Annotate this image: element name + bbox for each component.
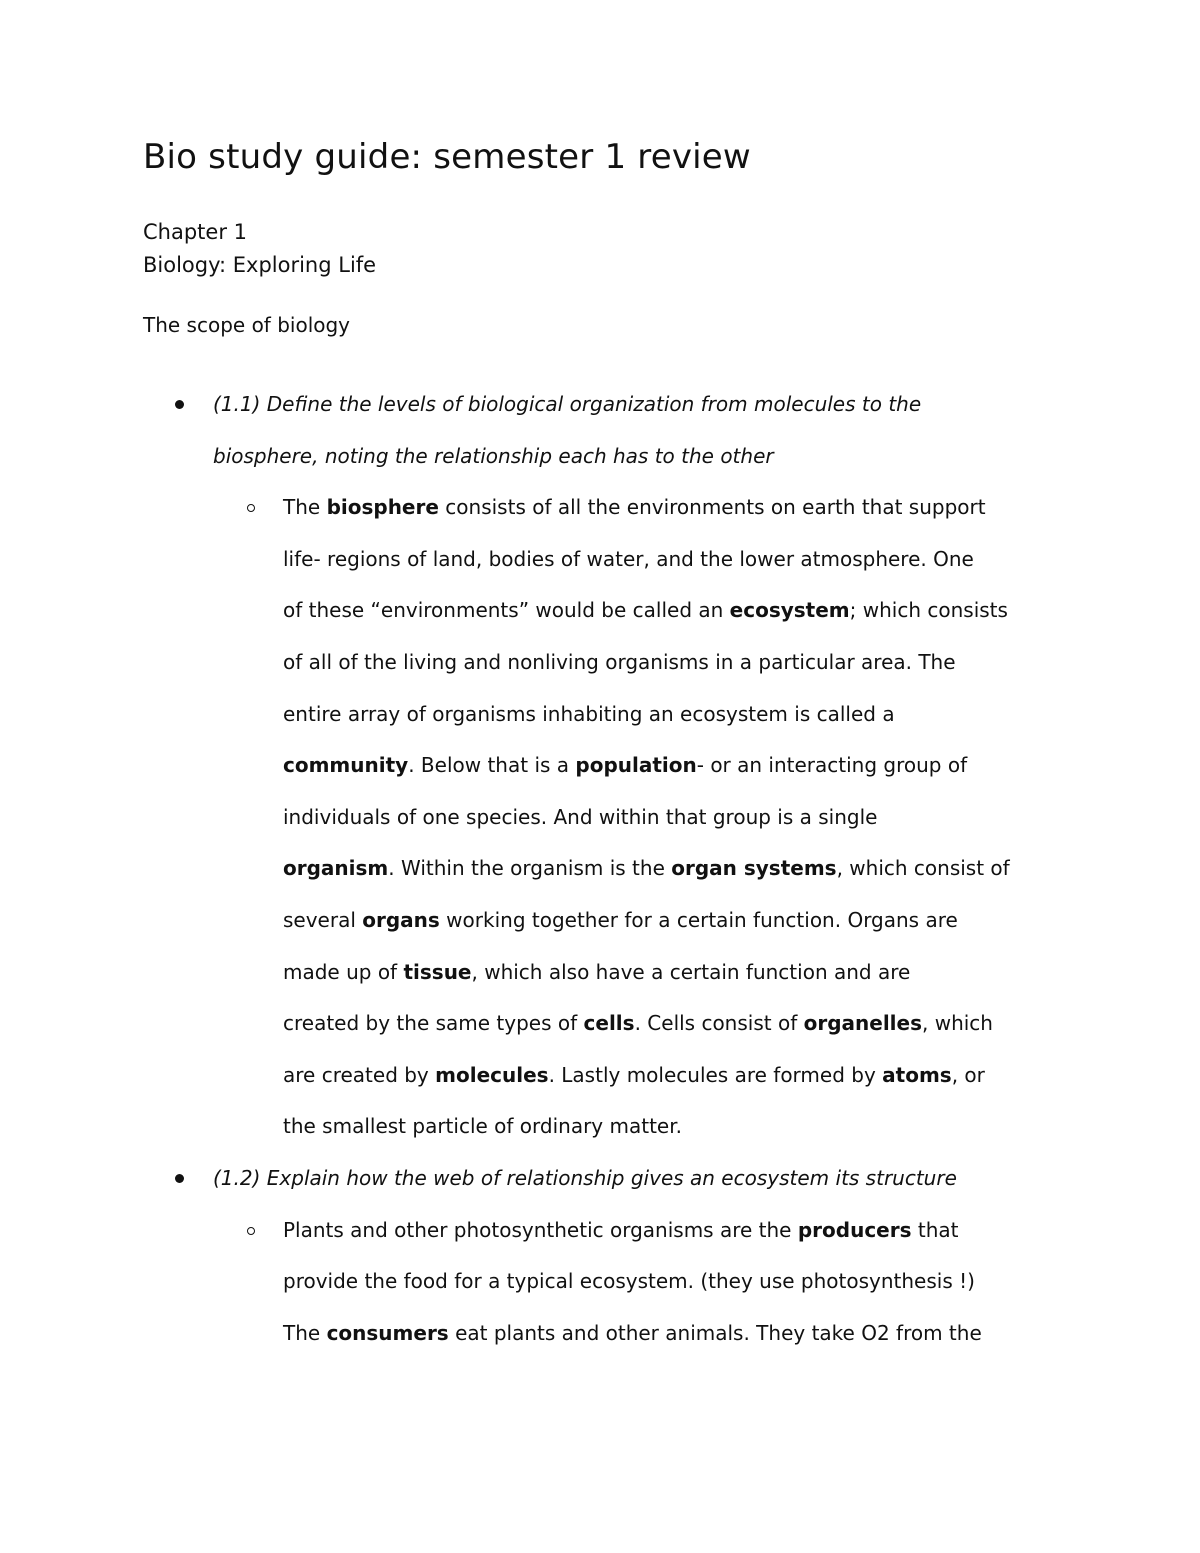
key-term: organelles <box>803 1011 922 1036</box>
answer-text-line: organism. Within the organism is the organ systems, which consist of <box>283 856 1010 881</box>
key-term: atoms <box>882 1062 952 1087</box>
answer-text-line: provide the food for a typical ecosystem. (they use photosynthesis !) <box>283 1269 975 1294</box>
answer-text-line: of all of the living and nonliving organisms in a particular area. The <box>283 650 956 674</box>
answer-text-line: entire array of organisms inhabiting an ecosystem is called a <box>283 701 895 726</box>
answer-text-line: The biosphere consists of all the environments on earth that support <box>283 495 986 520</box>
answer-text-line: created by the same types of cells. Cells consist of organelles, which <box>283 1011 993 1036</box>
key-term: molecules <box>435 1062 549 1087</box>
objective-text-line: (1.2) Explain how the web of relationship gives an ecosystem its structure <box>213 1166 957 1190</box>
key-term: ecosystem <box>729 598 850 623</box>
answer-text-line: individuals of one species. And within that group is a single <box>283 804 878 829</box>
chapter-heading: Chapter 1 <box>143 220 247 244</box>
objective-bullet <box>175 400 184 409</box>
key-term: producers <box>797 1217 912 1242</box>
answer-text-line: life- regions of land, bodies of water, and the lower atmosphere. One <box>283 546 974 571</box>
key-term: tissue <box>403 959 472 984</box>
document-title: Bio study guide: semester 1 review <box>143 137 751 177</box>
key-term: community <box>283 753 409 778</box>
objective-text-line: biosphere, noting the relationship each has to the other <box>213 443 774 468</box>
key-term: organs <box>362 908 440 932</box>
key-term: consumers <box>326 1320 449 1345</box>
key-term: cells <box>583 1011 635 1036</box>
key-term: population <box>575 753 697 778</box>
answer-text-line: are created by molecules. Lastly molecules are formed by atoms, or <box>283 1062 985 1087</box>
answer-text-line: of these “environments” would be called an ecosystem; which consists <box>283 598 1008 623</box>
answer-text-line: made up of tissue, which also have a certain function and are <box>283 959 911 984</box>
answer-bullet <box>247 504 255 512</box>
answer-text-line: The consumers eat plants and other animals. They take O2 from the <box>283 1320 982 1345</box>
answer-bullet <box>247 1227 255 1235</box>
section-heading: The scope of biology <box>143 313 351 337</box>
answer-text-line: community. Below that is a population- or an interacting group of <box>283 753 968 778</box>
key-term: organ systems <box>671 856 837 881</box>
key-term: biosphere <box>326 495 439 520</box>
objective-bullet <box>175 1174 184 1183</box>
answer-text-line: several organs working together for a certain function. Organs are <box>283 908 958 932</box>
objective-text-line: (1.1) Define the levels of biological organization from molecules to the <box>213 392 922 416</box>
answer-text-line: the smallest particle of ordinary matter. <box>283 1114 682 1139</box>
chapter-title: Biology: Exploring Life <box>143 253 377 277</box>
key-term: organism <box>283 856 389 881</box>
answer-text-line: Plants and other photosynthetic organisms are the producers that <box>283 1217 959 1242</box>
